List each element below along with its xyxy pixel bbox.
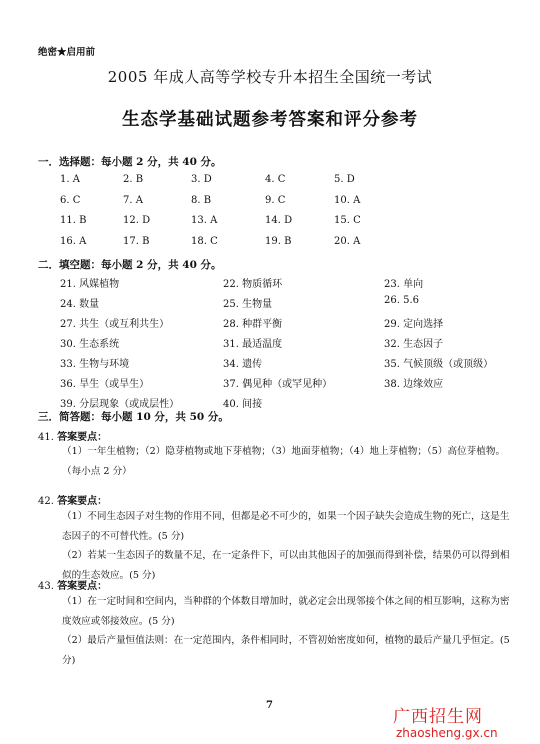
question-43 <box>38 577 107 592</box>
q42-answer <box>62 507 512 585</box>
answer-cell: 14. D <box>265 215 293 226</box>
question-number: 43. <box>38 581 54 592</box>
question-42 <box>38 492 107 507</box>
score-note: （每小点 2 分） <box>62 465 132 477</box>
answer-paragraph: （2）最后产量恒值法则：在一定范围内，条件相同时，不管初始密度如何，植物的最后产量几乎恒定。(5 分) <box>62 635 510 666</box>
answer-cell: 40. 间接 <box>223 399 263 410</box>
answer-key-label: 答案要点： <box>57 432 108 443</box>
document-title: 生态学基础试题参考答案和评分参考 <box>122 110 418 130</box>
answer-cell: 12. D <box>123 215 151 226</box>
watermark-url: zhaosheng.gx.cn <box>396 726 498 740</box>
section2-heading: 二．填空题：每小题 2 分，共 40 分。 <box>38 259 222 271</box>
answer-cell: 24. 数量 <box>60 299 100 310</box>
answer-cell: 17. B <box>123 235 150 247</box>
answer-cell: 1. A <box>60 174 80 185</box>
answer-cell: 5. D <box>334 174 355 185</box>
answer-cell: 10. A <box>334 194 361 206</box>
answer-paragraph: （1）不同生态因子对生物的作用不同，但都是必不可少的，如果一个因子缺失会造成生物的死亡，这是生态因子的不可替代性。(5 分) <box>62 511 510 542</box>
secret-mark: 绝密★启用前 <box>38 47 96 58</box>
answer-key-label: 答案要点： <box>57 496 108 507</box>
answer-cell: 21. 风媒植物 <box>60 279 120 290</box>
answer-cell: 22. 物质循环 <box>223 279 283 290</box>
answer-cell: 16. A <box>60 235 87 247</box>
watermark-site-name: 广西招生网 <box>393 707 483 727</box>
answer-cell: 34. 遗传 <box>223 359 263 370</box>
answer-cell: 39. 分层现象（或成层性） <box>60 399 180 410</box>
answer-paragraph: （1）在一定时间和空间内，当种群的个体数目增加时，就必定会出现邻接个体之间的相互影响，这称为密度效应或邻接效应。(5 分) <box>62 596 510 627</box>
answer-cell: 7. A <box>123 194 143 206</box>
section1-heading: 一．选择题：每小题 2 分，共 40 分。 <box>38 156 222 168</box>
answer-paragraph: （2）若某一生态因子的数量不足，在一定条件下，可以由其他因子的加强而得到补偿，结果仍可以得到相似的生态效应。(5 分) <box>62 550 510 581</box>
answer-cell: 2. B <box>123 174 144 185</box>
answer-cell: 29. 定向选择 <box>384 319 444 330</box>
exam-title: 2005 年成人高等学校专升本招生全国统一考试 <box>107 68 433 86</box>
question-41 <box>38 428 107 443</box>
answer-key-label: 答案要点： <box>57 581 108 592</box>
q43-answer <box>62 592 512 670</box>
answer-cell: 18. C <box>191 235 218 247</box>
answer-cell: 23. 单向 <box>384 279 424 290</box>
answer-cell: 36. 旱生（或旱生） <box>60 379 150 390</box>
answer-cell: 26. 5.6 <box>384 295 419 306</box>
answer-cell: 38. 边缘效应 <box>384 379 444 390</box>
page-number: 7 <box>266 700 273 711</box>
answer-cell: 25. 生物量 <box>223 299 273 310</box>
section3-heading: 三．简答题：每小题 10 分，共 50 分。 <box>38 411 229 423</box>
answer-cell: 32. 生态因子 <box>384 339 444 350</box>
answer-cell: 31. 最适温度 <box>223 339 283 350</box>
answer-cell: 8. B <box>191 194 212 206</box>
answer-cell: 6. C <box>60 194 81 206</box>
q41-answer <box>62 442 512 481</box>
answer-cell: 28. 种群平衡 <box>223 319 283 330</box>
answer-cell: 11. B <box>60 215 87 226</box>
answer-cell: 30. 生态系统 <box>60 339 120 350</box>
answer-cell: 37. 偶见种（或罕见种） <box>223 379 333 390</box>
answer-cell: 4. C <box>265 174 286 185</box>
answer-cell: 33. 生物与环境 <box>60 359 130 370</box>
question-number: 42. <box>38 496 54 507</box>
answer-cell: 20. A <box>334 235 361 247</box>
answer-cell: 15. C <box>334 215 361 226</box>
answer-cell: 19. B <box>265 235 292 247</box>
answer-cell: 9. C <box>265 194 286 206</box>
answer-cell: 3. D <box>191 174 212 185</box>
answer-cell: 13. A <box>191 215 218 226</box>
answer-paragraph: （1）一年生植物；（2）隐芽植物或地下芽植物；（3）地面芽植物；（4）地上芽植物；（5）高位芽植物。 <box>62 446 506 457</box>
question-number: 41. <box>38 432 54 443</box>
answer-cell: 35. 气候顶级（或顶级） <box>384 359 494 370</box>
answer-cell: 27. 共生（或互利共生） <box>60 319 170 330</box>
